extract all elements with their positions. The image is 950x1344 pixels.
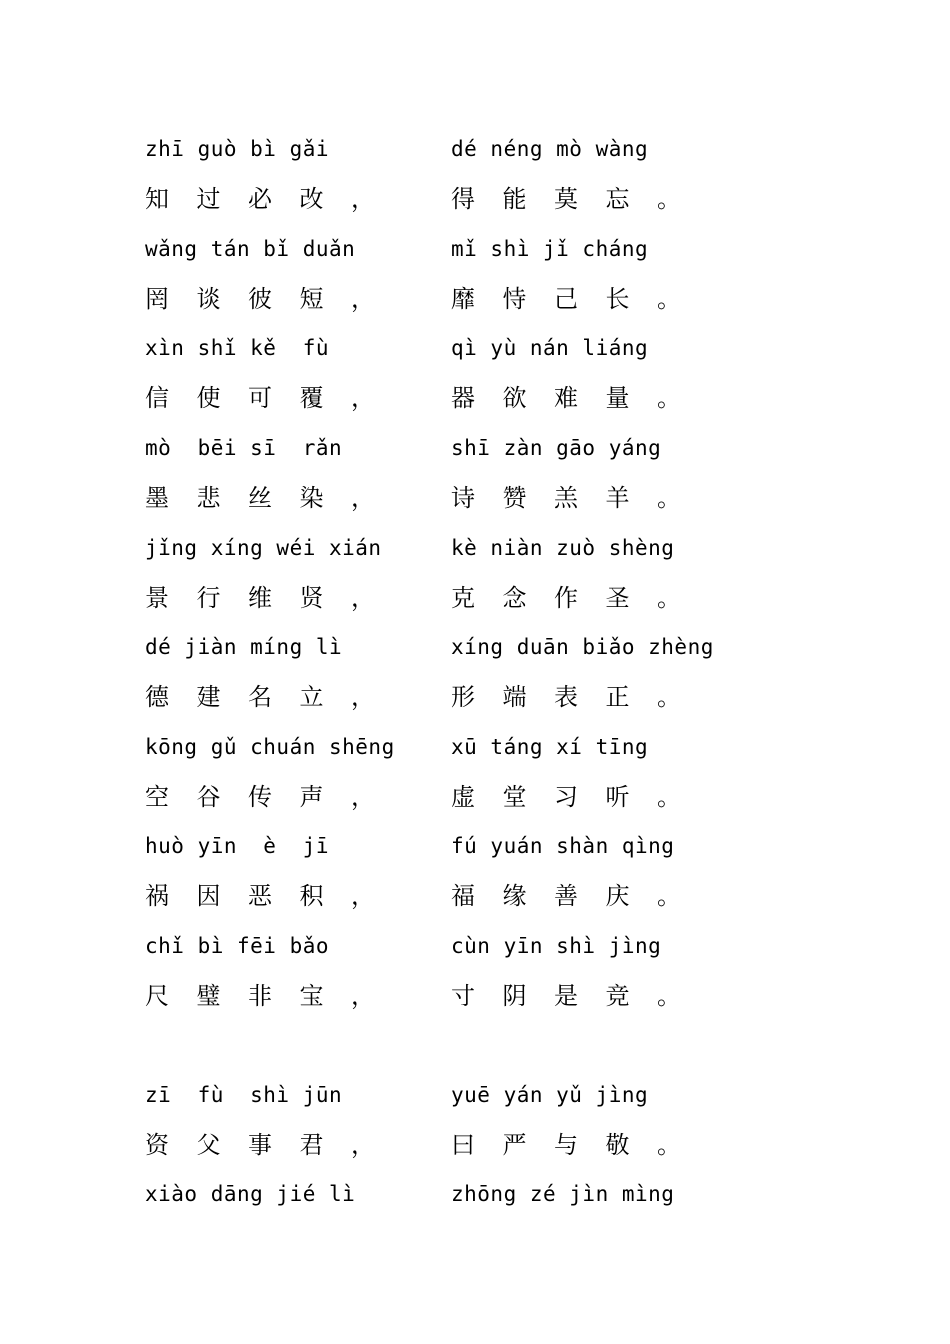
pinyin-line: kōng gǔ chuán shēng (145, 735, 395, 759)
pinyin-line: yuē yán yǔ jìng (451, 1083, 649, 1107)
hanzi-char: 声 (299, 783, 324, 811)
hanzi-char: 行 (196, 584, 221, 612)
pinyin-line: mǐ shì jǐ cháng (451, 237, 649, 261)
hanzi-char: 正 (605, 683, 630, 711)
hanzi-line (145, 685, 425, 713)
hanzi-char: 。 (657, 584, 681, 612)
hanzi-char: 与 (554, 1131, 578, 1159)
hanzi-char: 圣 (605, 584, 630, 612)
hanzi-char: 名 (248, 683, 272, 711)
hanzi-line (451, 586, 731, 614)
hanzi-char: 表 (554, 683, 578, 711)
hanzi-char: 习 (554, 783, 578, 811)
hanzi-char: 。 (657, 1131, 681, 1159)
hanzi-char: 曰 (451, 1131, 475, 1159)
pinyin-line: huò yīn è jī (145, 834, 330, 858)
pinyin-line: dé néng mò wàng (451, 137, 649, 161)
hanzi-char: 璧 (196, 982, 221, 1010)
hanzi-line (451, 984, 731, 1012)
pinyin-line: xíng duān biǎo zhèng (451, 635, 714, 659)
hanzi-char: 。 (657, 185, 681, 213)
hanzi-char: 能 (502, 185, 527, 213)
hanzi-char: 形 (451, 683, 475, 711)
hanzi-char: 欲 (502, 384, 527, 412)
hanzi-char: 空 (145, 783, 169, 811)
hanzi-line (145, 386, 425, 414)
hanzi-char: 难 (554, 384, 578, 412)
hanzi-char: 。 (657, 882, 681, 910)
hanzi-char: 量 (605, 384, 630, 412)
hanzi-char: 虚 (451, 783, 475, 811)
hanzi-line (451, 486, 731, 514)
hanzi-char: 长 (605, 285, 630, 313)
pinyin-line: kè niàn zuò shèng (451, 536, 675, 560)
hanzi-char: 诗 (451, 484, 475, 512)
hanzi-char: 谷 (196, 783, 221, 811)
hanzi-char: 君 (299, 1131, 324, 1159)
hanzi-char: 严 (502, 1131, 527, 1159)
hanzi-char: 作 (554, 584, 578, 612)
hanzi-char: ， (351, 584, 375, 612)
hanzi-line (451, 685, 731, 713)
hanzi-char: 使 (196, 384, 221, 412)
hanzi-line (145, 586, 425, 614)
hanzi-char: 德 (145, 683, 169, 711)
hanzi-char: 阴 (502, 982, 527, 1010)
hanzi-char: 寸 (451, 982, 475, 1010)
hanzi-char: 念 (502, 584, 527, 612)
hanzi-char: 堂 (502, 783, 527, 811)
hanzi-char: 听 (605, 783, 630, 811)
pinyin-line: mò bēi sī rǎn (145, 436, 343, 460)
pinyin-line: zhī guò bì gǎi (145, 137, 330, 161)
pinyin-line: wǎng tán bǐ duǎn (145, 237, 356, 261)
hanzi-char: 父 (196, 1131, 221, 1159)
hanzi-char: 因 (196, 882, 221, 910)
hanzi-char: 维 (248, 584, 272, 612)
hanzi-line (145, 785, 425, 813)
hanzi-line (451, 1133, 731, 1161)
hanzi-char: 传 (248, 783, 272, 811)
hanzi-char: 改 (299, 185, 324, 213)
hanzi-char: 彼 (248, 285, 272, 313)
hanzi-char: 己 (554, 285, 578, 313)
hanzi-char: 可 (248, 384, 272, 412)
hanzi-char: 器 (451, 384, 475, 412)
hanzi-char: 竞 (605, 982, 630, 1010)
hanzi-char: 悲 (196, 484, 221, 512)
pinyin-line: xìn shǐ kě fù (145, 336, 330, 360)
hanzi-char: 福 (451, 882, 475, 910)
hanzi-char: 尺 (145, 982, 169, 1010)
pinyin-line: xū táng xí tīng (451, 735, 649, 759)
hanzi-char: 祸 (145, 882, 169, 910)
pinyin-line: xiào dāng jié lì (145, 1182, 356, 1206)
pinyin-line: cùn yīn shì jìng (451, 934, 662, 958)
hanzi-line (145, 1133, 425, 1161)
hanzi-char: 非 (248, 982, 272, 1010)
hanzi-char: 贤 (299, 584, 324, 612)
pinyin-line: fú yuán shàn qìng (451, 834, 675, 858)
hanzi-char: 墨 (145, 484, 169, 512)
pinyin-line: chǐ bì fēi bǎo (145, 934, 330, 958)
pinyin-line: qì yù nán liáng (451, 336, 649, 360)
pinyin-line: dé jiàn míng lì (145, 635, 343, 659)
hanzi-char: 景 (145, 584, 169, 612)
pinyin-line: zī fù shì jūn (145, 1083, 343, 1107)
hanzi-char: ， (351, 384, 375, 412)
hanzi-char: 羔 (554, 484, 578, 512)
hanzi-char: 恶 (248, 882, 272, 910)
hanzi-line (451, 187, 731, 215)
hanzi-line (451, 884, 731, 912)
hanzi-char: 。 (657, 384, 681, 412)
hanzi-char: 莫 (554, 185, 578, 213)
hanzi-line (451, 287, 731, 315)
hanzi-line (451, 386, 731, 414)
hanzi-char: 庆 (605, 882, 630, 910)
hanzi-char: ， (351, 285, 375, 313)
hanzi-line (145, 287, 425, 315)
hanzi-char: 羊 (605, 484, 630, 512)
hanzi-char: 。 (657, 982, 681, 1010)
pinyin-line: zhōng zé jìn mìng (451, 1182, 675, 1206)
hanzi-line (451, 785, 731, 813)
pinyin-line: jǐng xíng wéi xián (145, 536, 382, 560)
hanzi-char: 积 (299, 882, 324, 910)
hanzi-char: 覆 (299, 384, 324, 412)
hanzi-char: 忘 (605, 185, 630, 213)
hanzi-char: 宝 (299, 982, 324, 1010)
hanzi-char: 知 (145, 185, 169, 213)
hanzi-char: 。 (657, 783, 681, 811)
hanzi-line (145, 486, 425, 514)
hanzi-char: ， (351, 683, 375, 711)
hanzi-line (145, 187, 425, 215)
hanzi-line (145, 984, 425, 1012)
hanzi-char: 立 (299, 683, 324, 711)
hanzi-char: 靡 (451, 285, 475, 313)
hanzi-char: 敬 (605, 1131, 630, 1159)
hanzi-char: 事 (248, 1131, 272, 1159)
pinyin-line: shī zàn gāo yáng (451, 436, 662, 460)
hanzi-char: 资 (145, 1131, 169, 1159)
hanzi-char: 得 (451, 185, 475, 213)
hanzi-char: 。 (657, 683, 681, 711)
hanzi-line (145, 884, 425, 912)
hanzi-char: ， (351, 1131, 375, 1159)
hanzi-char: 染 (299, 484, 324, 512)
hanzi-char: 必 (248, 185, 272, 213)
hanzi-char: 信 (145, 384, 169, 412)
hanzi-char: 短 (299, 285, 324, 313)
hanzi-char: 缘 (502, 882, 527, 910)
hanzi-char: 是 (554, 982, 578, 1010)
hanzi-char: ， (351, 882, 375, 910)
hanzi-char: ， (351, 982, 375, 1010)
hanzi-char: 恃 (502, 285, 527, 313)
hanzi-char: 过 (196, 185, 221, 213)
hanzi-char: 善 (554, 882, 578, 910)
hanzi-char: 赞 (502, 484, 527, 512)
hanzi-char: 克 (451, 584, 475, 612)
hanzi-char: 建 (196, 683, 221, 711)
hanzi-char: 。 (657, 285, 681, 313)
hanzi-char: 。 (657, 484, 681, 512)
hanzi-char: 端 (502, 683, 527, 711)
hanzi-char: 丝 (248, 484, 272, 512)
hanzi-char: ， (351, 185, 375, 213)
hanzi-char: 谈 (196, 285, 221, 313)
hanzi-char: 罔 (145, 285, 169, 313)
hanzi-char: ， (351, 484, 375, 512)
hanzi-char: ， (351, 783, 375, 811)
